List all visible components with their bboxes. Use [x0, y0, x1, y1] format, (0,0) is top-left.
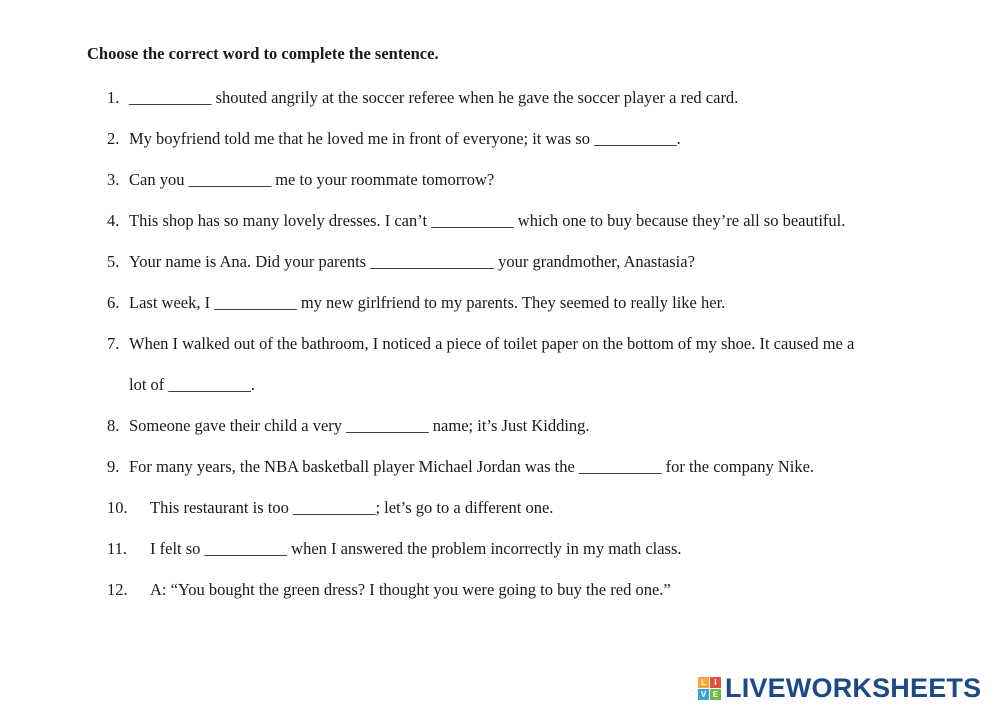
question-4: [0, 211, 1000, 235]
question-number: 8.: [107, 416, 120, 435]
question-text: Someone gave their child a very __________ name; it’s Just Kidding.: [129, 416, 590, 435]
question-10: [0, 498, 1000, 522]
question-number: 1.: [107, 88, 120, 107]
question-2: [0, 129, 1000, 153]
question-text: My boyfriend told me that he loved me in front of everyone; it was so __________.: [129, 129, 681, 148]
liveworksheets-logo: [698, 673, 981, 703]
question-text-continuation: lot of __________.: [129, 375, 256, 394]
worksheet-heading: Choose the correct word to complete the sentence.: [87, 44, 439, 63]
question-6: [0, 293, 1000, 317]
question-text: A: “You bought the green dress? I thought you were going to buy the red one.”: [150, 580, 671, 599]
question-number: 3.: [107, 170, 120, 189]
question-number: 10.: [107, 498, 128, 517]
question-text: This restaurant is too __________; let’s go to a different one.: [150, 498, 554, 517]
question-text: For many years, the NBA basketball player Michael Jordan was the __________ for the company Nike.: [129, 457, 815, 476]
question-11: [0, 539, 1000, 563]
logo-blocks-icon: [698, 677, 721, 700]
question-text: I felt so __________ when I answered the problem incorrectly in my math class.: [150, 539, 682, 558]
question-5: [0, 252, 1000, 276]
question-number: 5.: [107, 252, 120, 271]
question-number: 7.: [107, 334, 120, 353]
question-7: [0, 334, 1000, 358]
question-number: 4.: [107, 211, 120, 230]
question-text: Can you __________ me to your roommate tomorrow?: [129, 170, 495, 189]
logo-block-i: I: [710, 677, 721, 688]
question-9: [0, 457, 1000, 481]
question-1: [0, 88, 1000, 112]
question-number: 6.: [107, 293, 120, 312]
question-3: [0, 170, 1000, 194]
question-text: This shop has so many lovely dresses. I can’t __________ which one to buy because they’re all so beautiful.: [129, 211, 846, 230]
logo-block-e: E: [710, 689, 721, 700]
question-text: __________ shouted angrily at the soccer referee when he gave the soccer player a red card.: [129, 88, 739, 107]
question-number: 2.: [107, 129, 120, 148]
question-8: [0, 416, 1000, 440]
question-number: 11.: [107, 539, 128, 558]
question-number: 9.: [107, 457, 120, 476]
question-12: [0, 580, 1000, 604]
logo-block-v: V: [698, 689, 709, 700]
question-text: When I walked out of the bathroom, I noticed a piece of toilet paper on the bottom of my shoe. It caused me a: [129, 334, 855, 353]
question-text: Last week, I __________ my new girlfriend to my parents. They seemed to really like her.: [129, 293, 726, 312]
question-7-continuation: [0, 375, 1000, 399]
logo-block-l: L: [698, 677, 709, 688]
logo-text: LIVEWORKSHEETS: [725, 672, 982, 703]
question-number: 12.: [107, 580, 128, 599]
question-text: Your name is Ana. Did your parents _______________ your grandmother, Anastasia?: [129, 252, 695, 271]
